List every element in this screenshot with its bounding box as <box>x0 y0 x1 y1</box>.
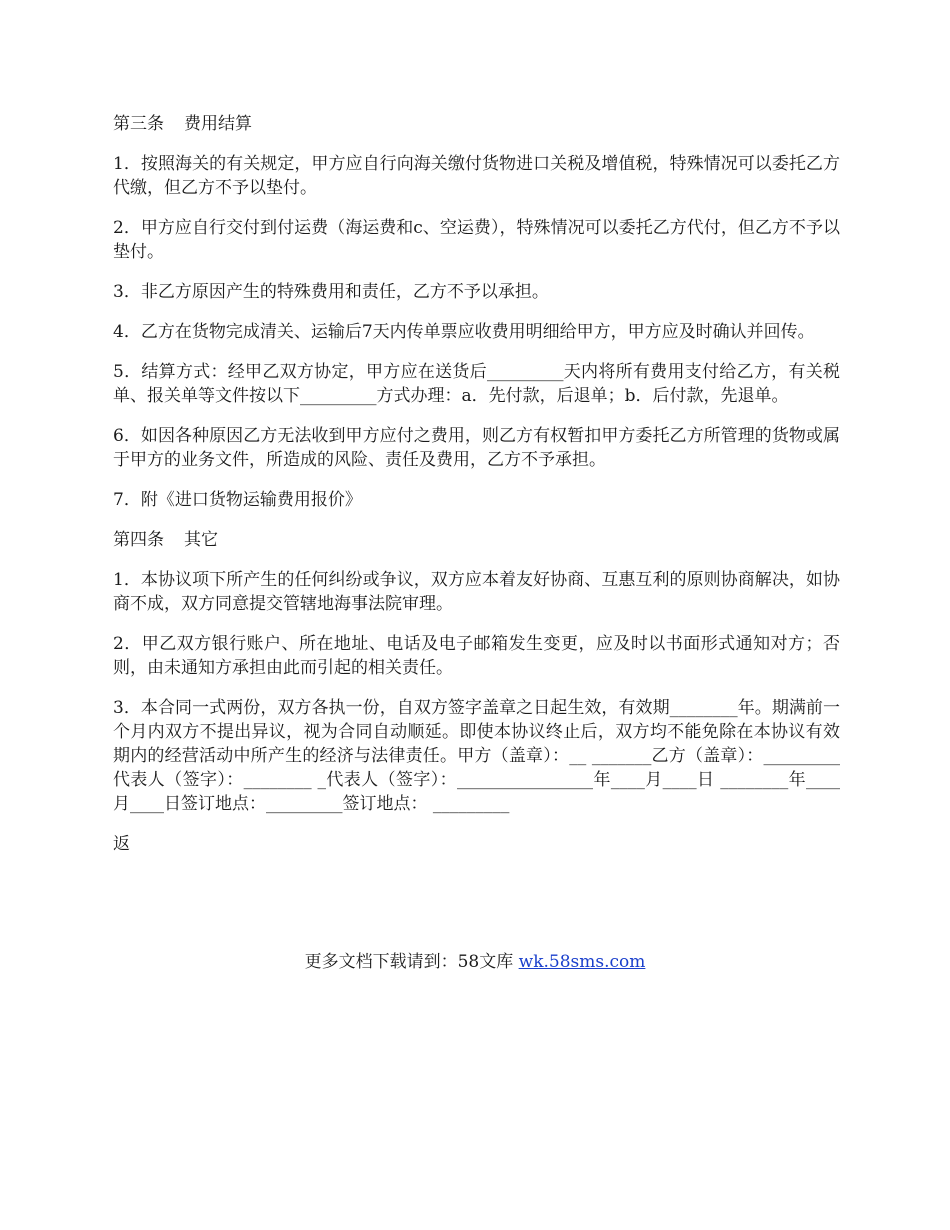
article-3-item-3: 3．非乙方原因产生的特殊费用和责任，乙方不予以承担。 <box>113 282 549 302</box>
return-label: 返 <box>113 834 130 854</box>
article-3-item-5: 5．结算方式：经甲乙双方协定，甲方应在送货后_________天内将所有费用支付给乙方，有关税单、报关单等文件按以下_________方式办理：a．先付款，后退单；b．后付款，先退单。 <box>113 362 840 406</box>
article-4-number: 第四条 <box>113 530 164 550</box>
document-body <box>113 112 840 872</box>
article-4-item-2: 2．甲乙双方银行账户、所在地址、电话及电子邮箱发生变更，应及时以书面形式通知对方；否则，由未通知方承担由此而引起的相关责任。 <box>113 634 840 678</box>
party-b-seal-label: 乙方（盖章）：_________ <box>651 746 841 766</box>
article-3-item-2: 2．甲方应自行交付到付运费（海运费和c、空运费），特殊情况可以委托乙方代付，但乙方不予以垫付。 <box>113 218 840 262</box>
article-4-item-3-text: 3．本合同一式两份，双方各执一份，自双方签字盖章之日起生效，有效期________年。期满前一个月内双方不提出异议，视为合同自动顺延。即使本协议终止后，双方均不能免除在本协议有效期内的经营活动中所产生的经济与法律责任。 <box>113 698 840 766</box>
article-4-item-3 <box>113 696 840 816</box>
party-a-date: ________年____月____日 <box>525 770 715 790</box>
article-3-heading <box>113 112 840 136</box>
party-b-sign-place: 签订地点： <box>342 794 428 814</box>
party-b-sign-place-line: _________ <box>432 794 510 814</box>
party-a-rep-line-tail: _ <box>317 770 326 790</box>
article-4-item-1: 1．本协议项下所产生的任何纠纷或争议，双方应本着友好协商、互惠互利的原则协商解决，如协商不成，双方同意提交管辖地海事法院审理。 <box>113 570 840 614</box>
article-3-item-6: 6．如因各种原因乙方无法收到甲方应付之费用，则乙方有权暂扣甲方委托乙方所管理的货物或属于甲方的业务文件，所造成的风险、责任及费用，乙方不予承担。 <box>113 426 840 470</box>
party-a-rep-label: 代表人（签字）：________ <box>113 770 312 790</box>
party-b-date: ________年____月____日 <box>113 770 841 814</box>
party-a-sign-place: 签订地点：_________ <box>181 794 343 814</box>
article-4-title: 其它 <box>184 530 218 550</box>
footer-link[interactable]: wk.58sms.com <box>518 952 646 972</box>
article-3-item-4: 4．乙方在货物完成清关、运输后7天内传单票应收费用明细给甲方，甲方应及时确认并回传。 <box>113 322 815 342</box>
article-4-heading <box>113 528 840 552</box>
footer-prefix: 更多文档下载请到：58文库 <box>304 952 519 972</box>
party-a-seal-line-tail: _______ <box>591 746 652 766</box>
article-3-item-7: 7．附《进口货物运输费用报价》 <box>113 490 362 510</box>
party-b-rep-label: 代表人（签字）：________ <box>325 770 526 790</box>
article-3-title: 费用结算 <box>184 114 252 134</box>
party-a-seal-label: 甲方（盖章）：__ <box>457 746 587 766</box>
article-3-item-1: 1．按照海关的有关规定，甲方应自行向海关缴付货物进口关税及增值税，特殊情况可以委托乙方代缴，但乙方不予以垫付。 <box>113 154 840 198</box>
article-3-number: 第三条 <box>113 114 164 134</box>
footer <box>0 950 950 974</box>
